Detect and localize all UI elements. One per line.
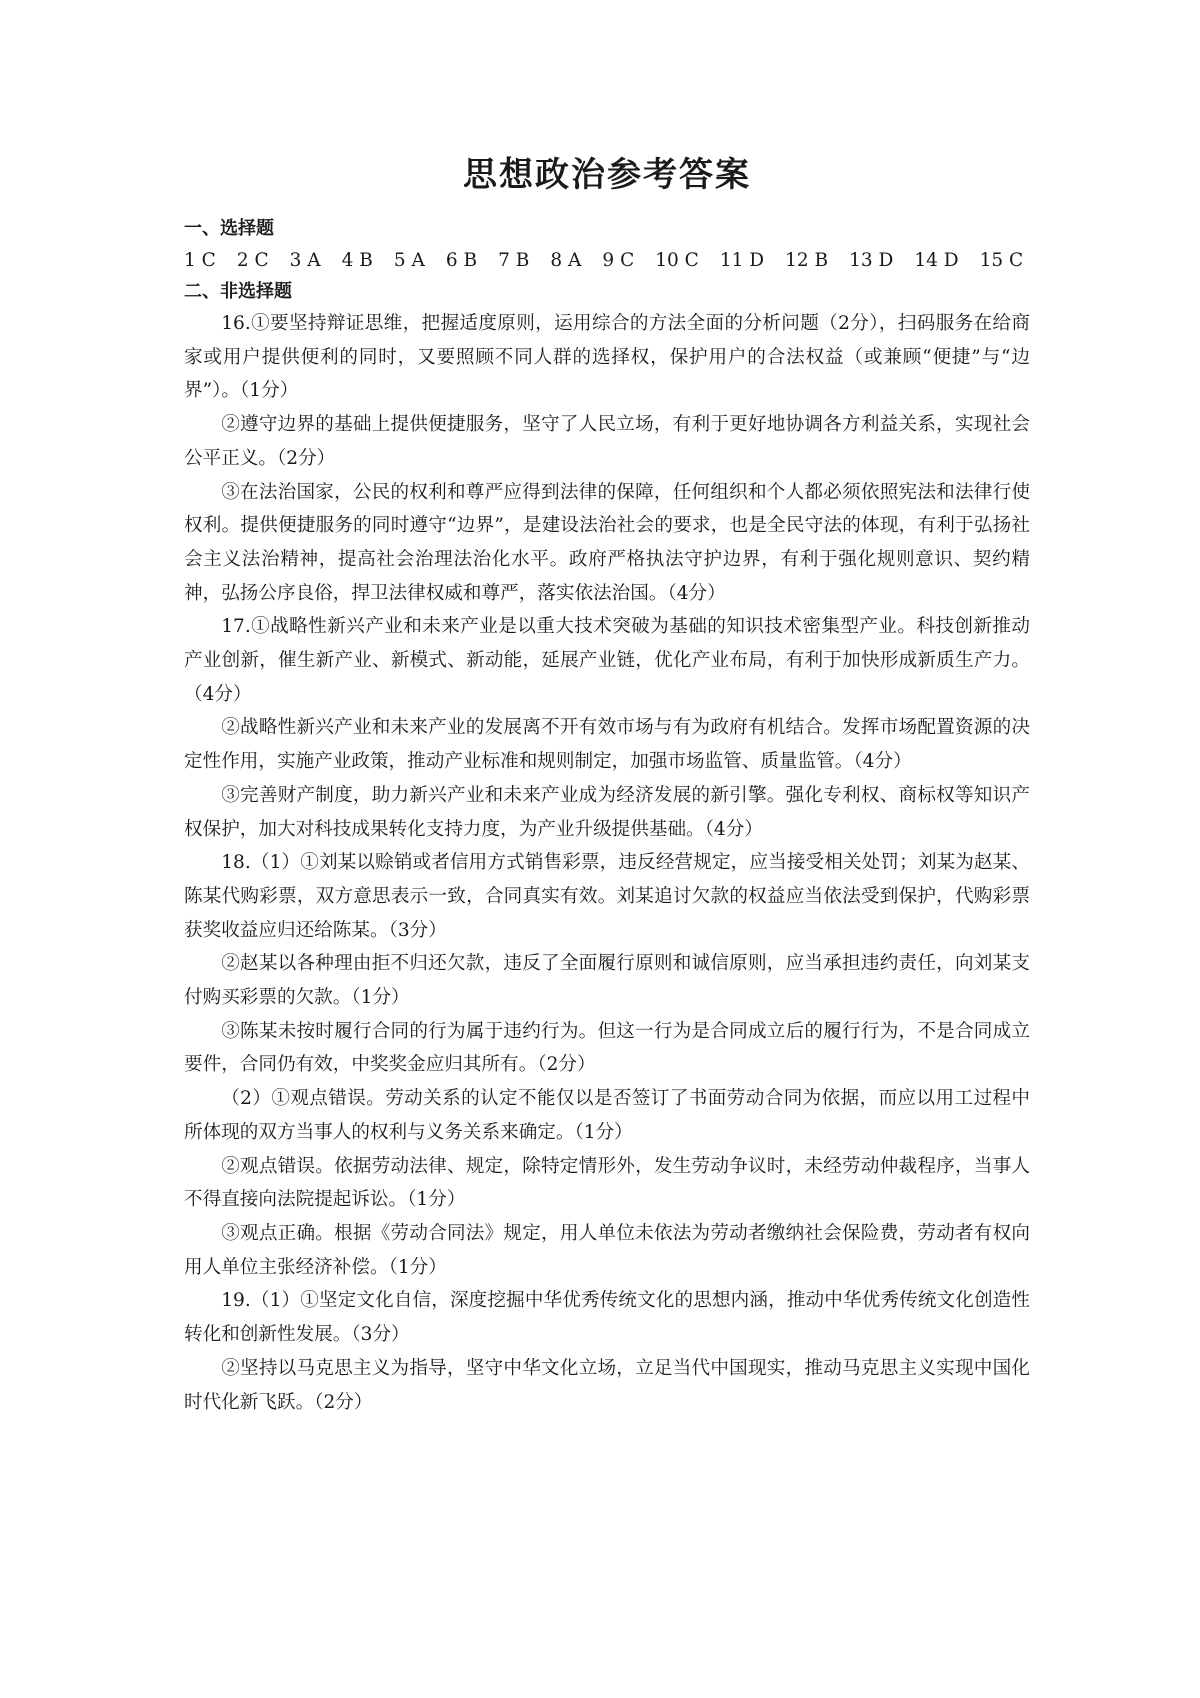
answer-paragraph: 19.（1）①坚定文化自信，深度挖掘中华优秀传统文化的思想内涵，推动中华优秀传统文化创造性转化和创新性发展。（3分） (184, 1290, 1030, 1346)
choice-answer: 1 C (184, 250, 216, 271)
choice-answer: 11 D (719, 250, 765, 271)
answer-paragraph: ②遵守边界的基础上提供便捷服务，坚守了人民立场，有利于更好地协调各方利益关系，实现社会公平正义。（2分） (184, 414, 1030, 469)
choice-answer: 10 C (655, 250, 699, 271)
answer-paragraph: ②观点错误。依据劳动法律、规定，除特定情形外，发生劳动争议时，未经劳动仲裁程序，当事人不得直接向法院提起诉讼。（1分） (184, 1155, 1030, 1211)
answer-paragraph: ②坚持以马克思主义为指导，坚守中华文化立场，立足当代中国现实，推动马克思主义实现中国化时代化新飞跃。（2分） (184, 1357, 1030, 1413)
answer-paragraph: （2）①观点错误。劳动关系的认定不能仅以是否签订了书面劳动合同为依据，而应以用工过程中所体现的双方当事人的权利与义务关系来确定。（1分） (184, 1088, 1030, 1143)
choice-answer: 5 A (393, 250, 425, 271)
answer-paragraph: ③在法治国家，公民的权利和尊严应得到法律的保障，任何组织和个人都必须依照宪法和法律行使权利。提供便捷服务的同时遵守“边界”，是建设法治社会的要求，也是全民守法的体现，有利于弘扬社会主义法治精神，提高社会治理法治化水平。政府严格执法守护边界，有利于强化规则意识、契约精神，弘扬公序良俗，捍卫法律权威和尊严，落实依法治国。（4分） (184, 481, 1030, 604)
answer-paragraph: 18.（1）①刘某以赊销或者信用方式销售彩票，违反经营规定，应当接受相关处罚；刘某为赵某、陈某代购彩票，双方意思表示一致，合同真实有效。刘某追讨欠款的权益应当依法受到保护，代购彩票获奖收益应归还给陈某。（3分） (184, 852, 1030, 941)
choice-answer: 2 C (236, 250, 269, 271)
choice-answer: 14 D (914, 250, 959, 271)
choice-answer: 6 B (445, 250, 478, 271)
choice-answer: 7 B (498, 250, 530, 271)
choice-answer: 3 A (289, 250, 321, 271)
answer-paragraph: ③陈某未按时履行合同的行为属于违约行为。但这一行为是合同成立后的履行行为，不是合同成立要件，合同仍有效，中奖奖金应归其所有。（2分） (184, 1020, 1030, 1076)
answer-paragraph: 17.①战略性新兴产业和未来产业是以重大技术突破为基础的知识技术密集型产业。科技创新推动产业创新，催生新产业、新模式、新动能，延展产业链，优化产业布局，有利于加快形成新质生产力。（4分） (184, 616, 1030, 705)
choice-answer: 15 C (979, 250, 1024, 271)
answer-paragraph: ③完善财产制度，助力新兴产业和未来产业成为经济发展的新引擎。强化专利权、商标权等知识产权保护，加大对科技成果转化支持力度，为产业升级提供基础。（4分） (184, 784, 1030, 840)
choice-answer: 12 B (785, 250, 829, 271)
answer-paragraph: 16.①要坚持辩证思维，把握适度原则，运用综合的方法全面的分析问题（2分），扫码服务在给商家或用户提供便利的同时，又要照顾不同人群的选择权，保护用户的合法权益（或兼顾“便捷”与“边界”）。（1分） (184, 313, 1030, 402)
page-title: 思想政治参考答案 (463, 155, 751, 195)
choice-answer-list (184, 244, 1030, 277)
section-heading-nonchoice: 二、非选择题 (184, 281, 292, 302)
choice-answer: 13 D (849, 250, 894, 271)
choice-answer: 4 B (341, 250, 373, 271)
section-heading-choice: 一、选择题 (184, 218, 274, 239)
answer-paragraph: ③观点正确。根据《劳动合同法》规定，用人单位未依法为劳动者缴纳社会保险费，劳动者有权向用人单位主张经济补偿。（1分） (184, 1222, 1030, 1278)
choice-answer: 9 C (602, 250, 635, 271)
choice-answer: 8 A (550, 250, 582, 271)
answer-paragraph: ②战略性新兴产业和未来产业的发展离不开有效市场与有为政府有机结合。发挥市场配置资源的决定性作用，实施产业政策，推动产业标准和规则制定，加强市场监管、质量监管。（4分） (184, 717, 1030, 773)
answer-paragraph: ②赵某以各种理由拒不归还欠款，违反了全面履行原则和诚信原则，应当承担违约责任，向刘某支付购买彩票的欠款。（1分） (184, 953, 1030, 1009)
